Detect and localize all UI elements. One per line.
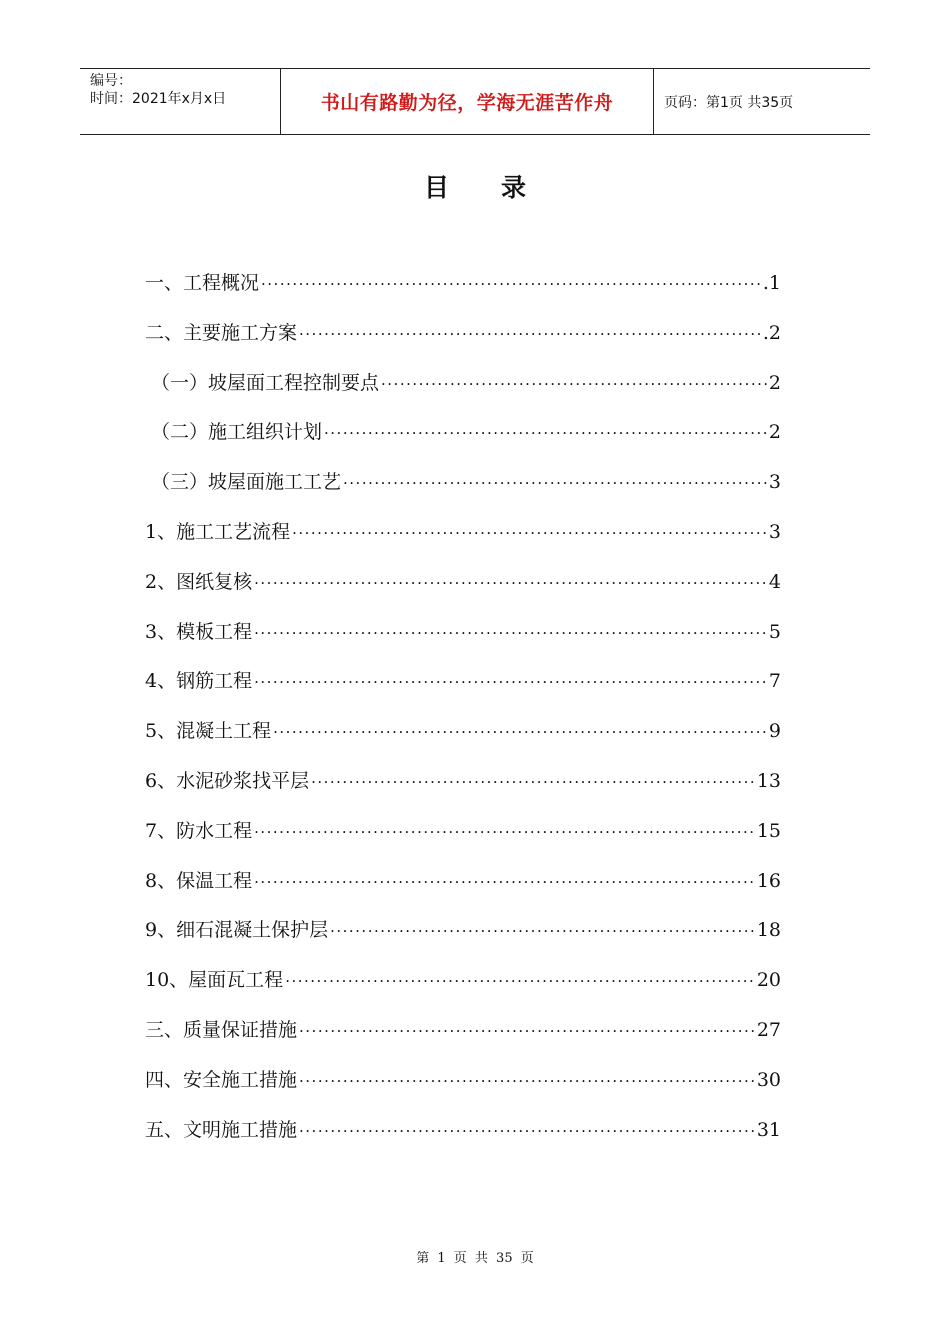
toc-entry-label: 四、安全施工措施 (145, 1068, 298, 1091)
toc-entry-label: 7、防水工程 (145, 819, 253, 842)
page-header (80, 68, 870, 135)
dot-leader (299, 1016, 755, 1046)
toc-entry-label: （二）施工组织计划 (151, 421, 323, 444)
header-meta (80, 69, 281, 134)
table-of-contents (145, 268, 781, 1164)
toc-entry-label: 8、保温工程 (145, 869, 253, 892)
toc-entry[interactable] (145, 368, 781, 418)
toc-entry-page: 9 (768, 720, 781, 743)
toc-entry[interactable] (145, 1015, 781, 1065)
dot-leader (254, 867, 755, 897)
toc-entry[interactable] (145, 666, 781, 716)
dot-leader (299, 1066, 755, 1096)
toc-entry-page: 20 (756, 969, 781, 992)
toc-entry-label: 10、屋面瓦工程 (145, 969, 284, 992)
toc-entry[interactable] (145, 467, 781, 517)
toc-entry-page: 18 (756, 919, 781, 942)
toc-entry[interactable] (145, 965, 781, 1015)
toc-entry-label: 9、细石混凝土保护层 (145, 919, 329, 942)
toc-entry[interactable] (145, 318, 781, 368)
toc-entry-label: 二、主要施工方案 (145, 321, 298, 344)
toc-entry-page: 27 (756, 1018, 781, 1041)
toc-entry-page: 5 (768, 620, 781, 643)
dot-leader (254, 618, 767, 648)
dot-leader (254, 817, 755, 847)
toc-entry-page: 4 (768, 570, 781, 593)
toc-entry-page: 3 (768, 471, 781, 494)
dot-leader (273, 717, 767, 747)
toc-entry-label: 五、文明施工措施 (145, 1118, 298, 1141)
toc-entry[interactable] (145, 517, 781, 567)
dot-leader (299, 1116, 755, 1146)
page-title: 目录 (423, 173, 578, 202)
toc-entry[interactable] (145, 417, 781, 467)
header-motto: 书山有路勤为径，学海无涯苦作舟 (281, 69, 654, 134)
toc-entry-page: 3 (768, 520, 781, 543)
toc-entry-page: 30 (756, 1068, 781, 1091)
toc-entry[interactable] (145, 716, 781, 766)
page-footer: 第 1 页 共 35 页 (416, 1251, 534, 1266)
toc-entry[interactable] (145, 567, 781, 617)
dot-leader (292, 518, 767, 548)
toc-entry[interactable] (145, 1115, 781, 1165)
toc-entry-label: （一）坡屋面工程控制要点 (151, 371, 380, 394)
dot-leader (343, 468, 767, 498)
toc-entry[interactable] (145, 915, 781, 965)
toc-entry-label: 2、图纸复核 (145, 570, 253, 593)
toc-entry-page: 2 (768, 371, 781, 394)
dot-leader (254, 568, 767, 598)
document-number-label: 编号： (90, 73, 132, 89)
toc-entry-page: 31 (756, 1118, 781, 1141)
toc-entry[interactable] (145, 816, 781, 866)
dot-leader (299, 319, 761, 349)
toc-entry-label: 3、模板工程 (145, 620, 253, 643)
dot-leader (311, 767, 755, 797)
toc-entry-label: （三）坡屋面施工工艺 (151, 471, 342, 494)
dot-leader (381, 369, 767, 399)
dot-leader (285, 966, 755, 996)
toc-entry[interactable] (145, 866, 781, 916)
toc-entry-page: 16 (756, 869, 781, 892)
dot-leader (330, 916, 755, 946)
toc-entry-label: 6、水泥砂浆找平层 (145, 769, 310, 792)
toc-entry[interactable] (145, 1065, 781, 1115)
toc-entry-page: 2 (768, 421, 781, 444)
toc-entry-page: .1 (762, 272, 781, 294)
toc-entry-page: 7 (768, 670, 781, 693)
dot-leader (261, 269, 761, 299)
dot-leader (324, 418, 767, 448)
toc-entry-page: 15 (756, 819, 781, 842)
toc-entry[interactable] (145, 268, 781, 318)
dot-leader (254, 667, 767, 697)
toc-entry-page: .2 (762, 321, 781, 344)
toc-entry-label: 5、混凝土工程 (145, 720, 272, 743)
toc-entry-label: 三、质量保证措施 (145, 1018, 298, 1041)
toc-entry-label: 4、钢筋工程 (145, 670, 253, 693)
document-date: 时间：2021年x月x日 (90, 91, 227, 107)
toc-entry-label: 1、施工工艺流程 (145, 520, 291, 543)
header-page-info: 页码：第1页 共35页 (664, 94, 794, 111)
toc-entry-label: 一、工程概况 (145, 272, 260, 294)
toc-entry[interactable] (145, 766, 781, 816)
toc-entry-page: 13 (756, 769, 781, 792)
toc-entry[interactable] (145, 617, 781, 667)
